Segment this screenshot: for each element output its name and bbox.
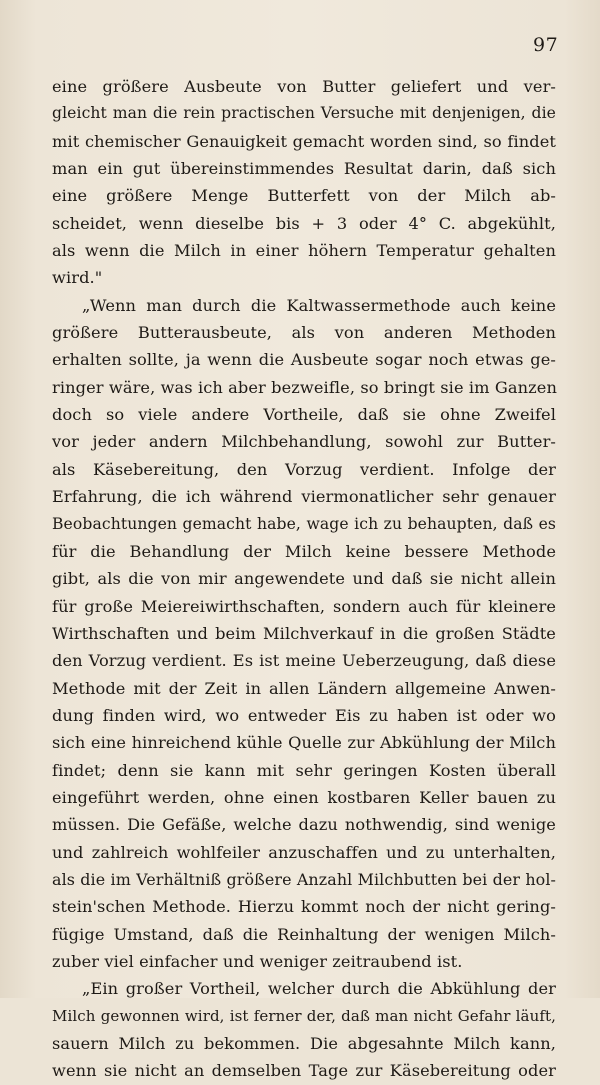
text-line: stein'schen Methode. Hierzu kommt noch der nicht gering- — [52, 897, 556, 917]
text-line: ringer wäre, was ich aber bezweifle, so bringt sie im Ganzen — [52, 377, 557, 397]
text-line: als Käsebereitung, den Vorzug verdient. Infolge der — [52, 459, 556, 479]
page-number: 97 — [533, 34, 559, 56]
body-text — [52, 73, 556, 1085]
text-line: eingeführt werden, ohne einen kostbaren Keller bauen zu — [52, 787, 556, 807]
text-line: sich eine hinreichend kühle Quelle zur Abkühlung der Milch — [52, 733, 556, 753]
text-line: man ein gut übereinstimmendes Resultat darin, daß sich — [52, 159, 556, 179]
text-line: findet; denn sie kann mit sehr geringen Kosten überall — [52, 760, 556, 780]
text-line: wenn sie nicht an demselben Tage zur Käsebereitung oder — [52, 1061, 556, 1081]
text-line: doch so viele andere Vortheile, daß sie ohne Zweifel — [52, 405, 556, 425]
text-line: dung finden wird, wo entweder Eis zu haben ist oder wo — [52, 705, 556, 725]
text-line: „Wenn man durch die Kaltwassermethode auch keine — [82, 295, 556, 315]
text-line: eine größere Ausbeute von Butter geliefert und ver- — [52, 77, 556, 96]
text-line: größere Butterausbeute, als von anderen Methoden — [52, 323, 556, 343]
text-line: Erfahrung, die ich während viermonatlicher sehr genauer — [52, 487, 556, 507]
text-line: müssen. Die Gefäße, welche dazu nothwendig, sind wenige — [52, 815, 556, 835]
text-line: Milch gewonnen wird, ist ferner der, daß man nicht Gefahr läuft, — [52, 1006, 556, 1025]
text-line: vor jeder andern Milchbehandlung, sowohl zur Butter- — [52, 432, 556, 452]
text-line: Beobachtungen gemacht habe, wage ich zu behaupten, daß es — [52, 514, 556, 533]
text-line: erhalten sollte, ja wenn die Ausbeute sogar noch etwas ge- — [52, 350, 556, 370]
text-line: Methode mit der Zeit in allen Ländern allgemeine Anwen- — [52, 678, 556, 698]
text-line: gleicht man die rein practischen Versuche mit denjenigen, die — [52, 104, 556, 123]
text-line: mit chemischer Genauigkeit gemacht worden sind, so findet — [52, 131, 556, 151]
text-line: fügige Umstand, daß die Reinhaltung der wenigen Milch- — [52, 924, 556, 944]
text-line: gibt, als die von mir angewendete und daß sie nicht allein — [52, 569, 556, 589]
text-line: „Ein großer Vortheil, welcher durch die Abkühlung der — [82, 979, 556, 999]
text-line: Wirthschaften und beim Milchverkauf in die großen Städte — [52, 623, 556, 643]
text-line: eine größere Menge Butterfett von der Milch ab- — [52, 186, 556, 206]
text-line: den Vorzug verdient. Es ist meine Ueberzeugung, daß diese — [52, 651, 556, 671]
text-line: und zahlreich wohlfeiler anzuschaffen und zu unterhalten, — [52, 842, 556, 862]
text-line: für große Meiereiwirthschaften, sondern auch für kleinere — [52, 596, 556, 616]
text-line: als wenn die Milch in einer höhern Temperatur gehalten — [52, 241, 556, 261]
text-line: als die im Verhältniß größere Anzahl Milchbutten bei der hol- — [52, 869, 556, 889]
text-line: zuber viel einfacher und weniger zeitraubend ist. — [52, 952, 463, 971]
text-line: für die Behandlung der Milch keine bessere Methode — [52, 541, 556, 561]
text-line: wird." — [52, 268, 103, 288]
text-line: sauern Milch zu bekommen. Die abgesahnte Milch kann, — [52, 1034, 556, 1054]
text-line: scheidet, wenn dieselbe bis + 3 oder 4° C. abgekühlt, — [52, 213, 556, 233]
